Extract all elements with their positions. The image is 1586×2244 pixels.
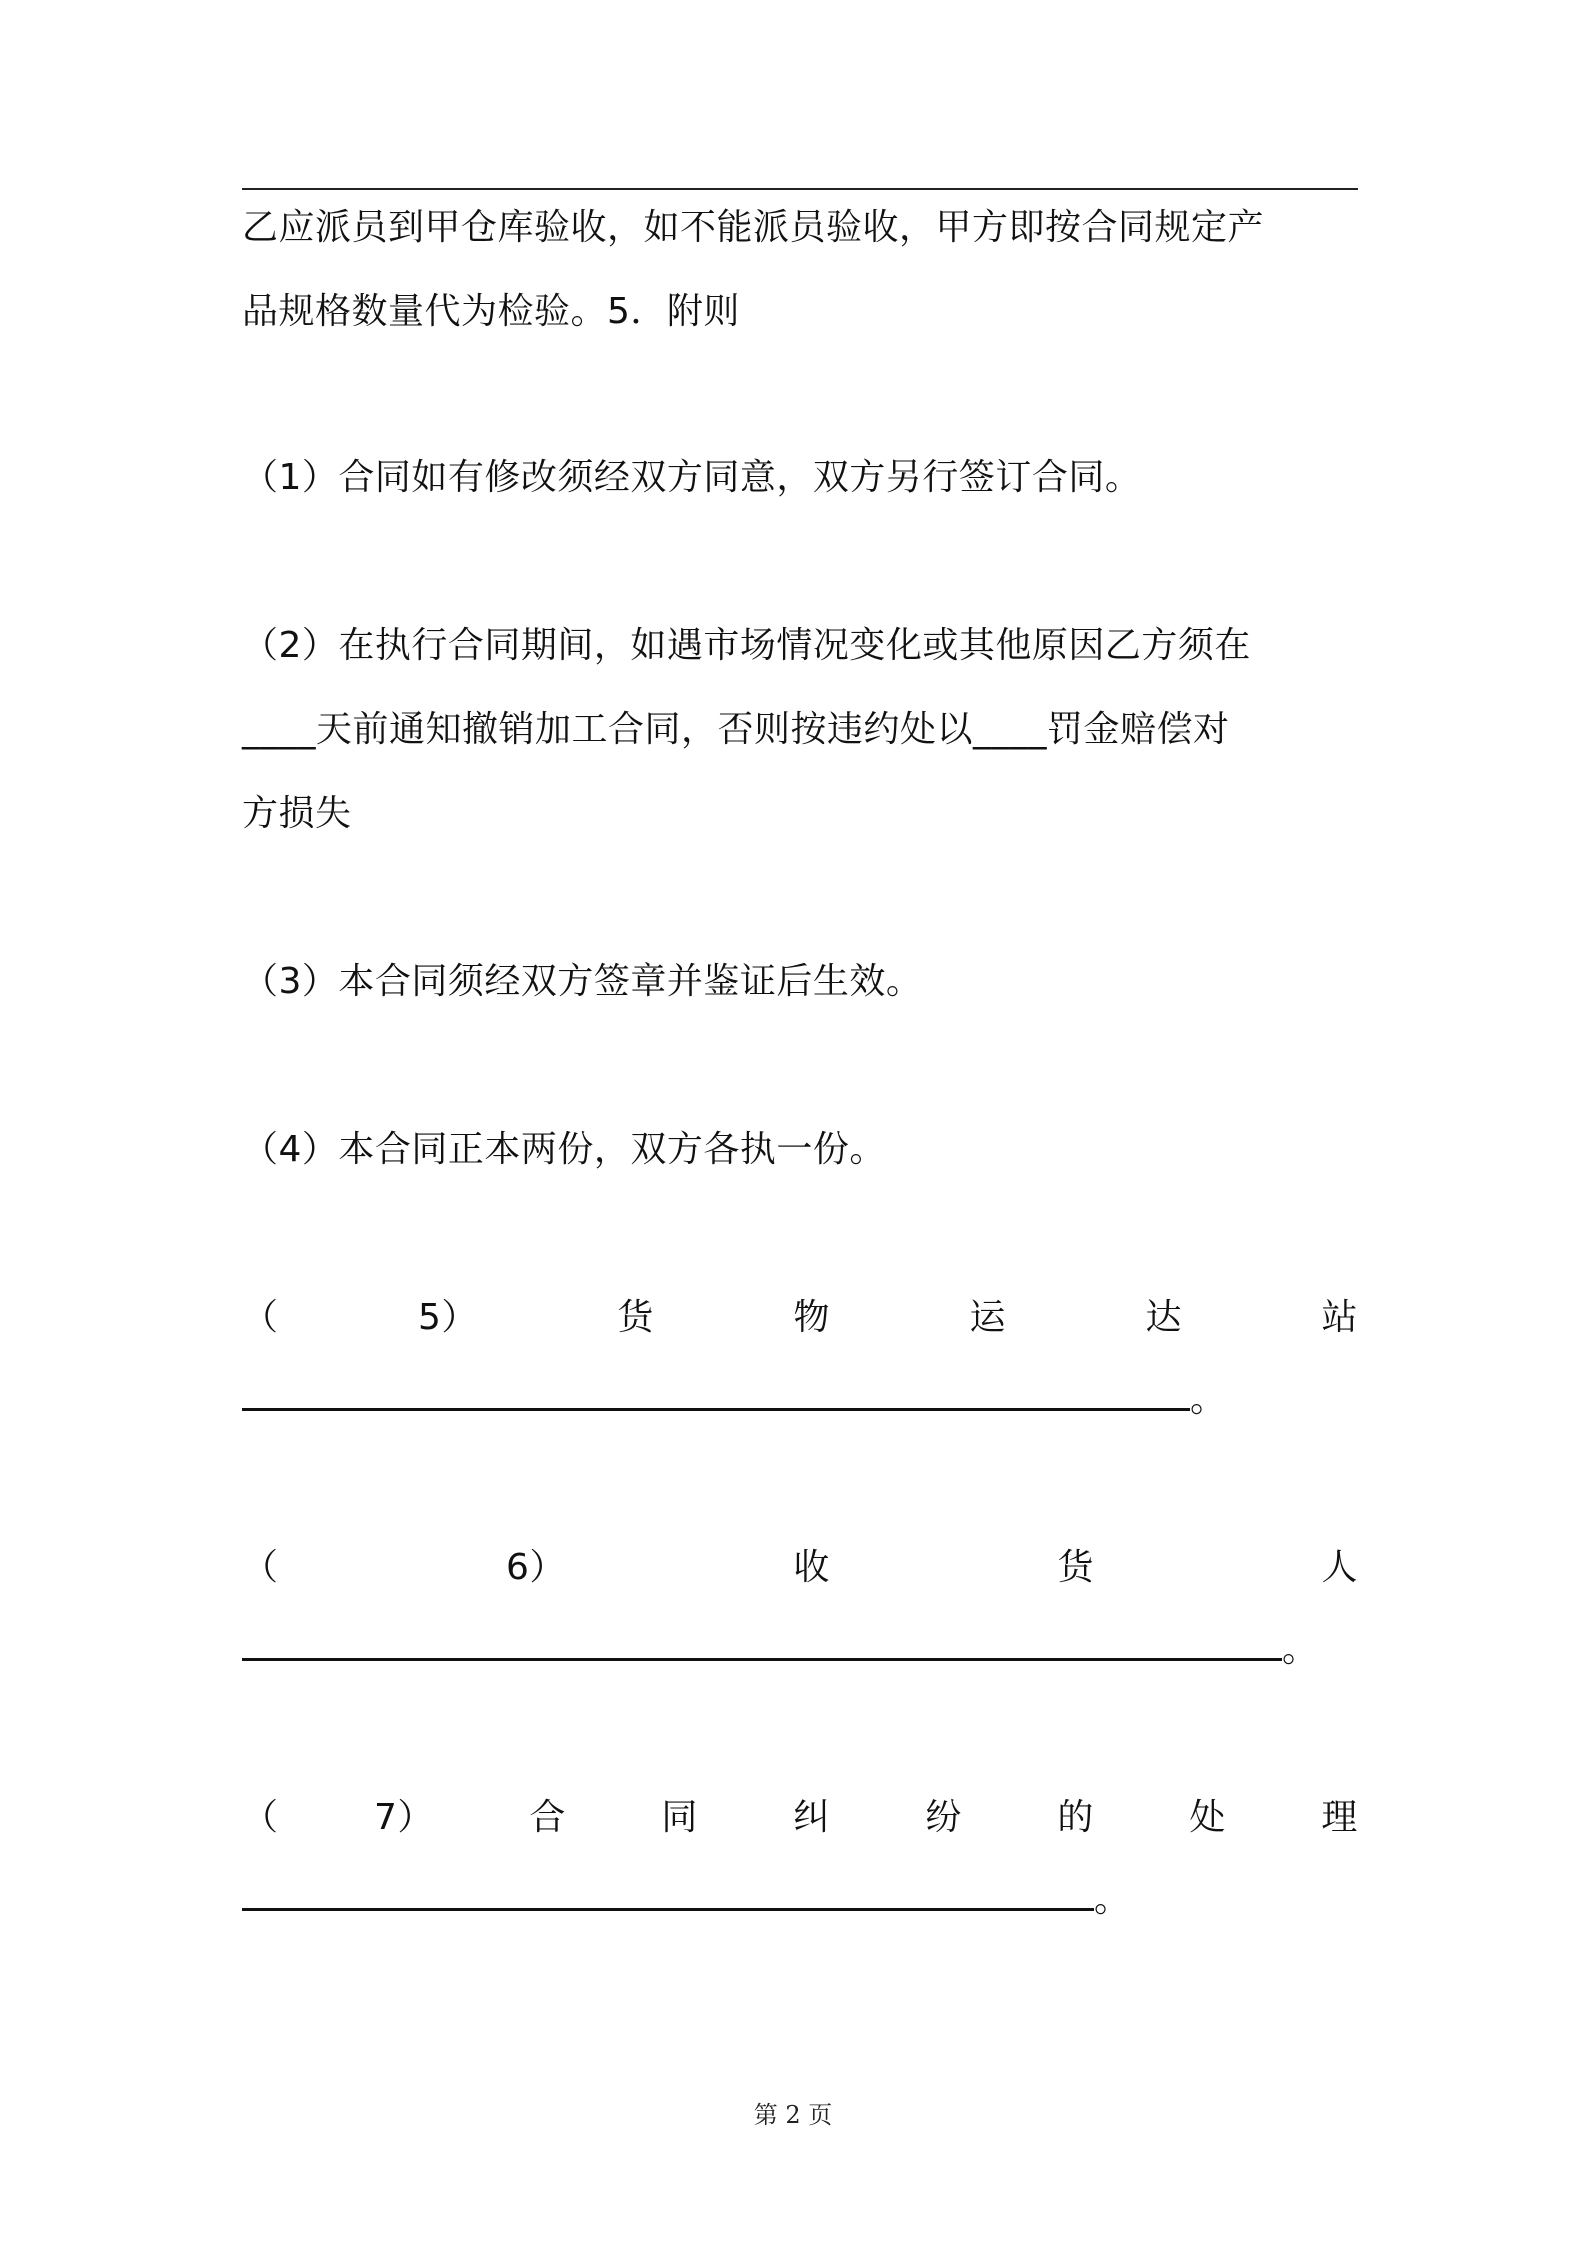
line-end-period: 。: [1190, 1379, 1227, 1420]
clause-1: （1）合同如有修改须经双方同意，双方另行签订合同。: [242, 457, 1142, 498]
clause-7-part: 同: [661, 1797, 698, 1838]
clause-7-part: 合: [529, 1797, 566, 1838]
clause-5-part: 物: [793, 1297, 830, 1338]
clause-7-part: 纷: [925, 1797, 962, 1838]
clause-5-part: 5）: [418, 1297, 478, 1338]
clause-6-part: （: [242, 1547, 279, 1588]
paragraph-line: 品规格数量代为检验。5．附则: [242, 291, 740, 332]
clause-2-text: 天前通知撤销加工合同，否则按违约处以: [316, 709, 974, 750]
clause-7-part: 理: [1321, 1797, 1358, 1838]
fill-in-blank: [242, 1878, 1094, 1911]
clause-2-line: [242, 708, 1358, 752]
clause-6-blank-line: [242, 1628, 1358, 1672]
clause-5-part: 货: [617, 1297, 654, 1338]
clause-7-part: 的: [1057, 1797, 1094, 1838]
blank-days: ____: [242, 709, 316, 750]
clause-7-part: 纠: [793, 1797, 830, 1838]
header-rule: [242, 188, 1358, 190]
paragraph-line: 乙应派员到甲仓库验收，如不能派员验收，甲方即按合同规定产: [242, 207, 1265, 248]
clause-4: （4）本合同正本两份，双方各执一份。: [242, 1129, 886, 1170]
line-end-period: 。: [1094, 1879, 1131, 1920]
blank-penalty: ____: [973, 709, 1048, 750]
clause-6-part: 收: [793, 1547, 830, 1588]
clause-6-part: 货: [1057, 1547, 1094, 1588]
line-end-period: 。: [1282, 1629, 1319, 1670]
clause-5-part: 运: [969, 1297, 1006, 1338]
clause-7-part: （: [242, 1797, 279, 1838]
clause-5-part: 达: [1145, 1297, 1182, 1338]
clause-5-heading: [242, 1296, 1358, 1340]
clause-3: （3）本合同须经双方签章并鉴证后生效。: [242, 961, 923, 1002]
clause-6-part: 人: [1321, 1547, 1358, 1588]
clause-2-text: 罚金赔偿对: [1047, 709, 1230, 750]
clause-7-heading: [242, 1796, 1358, 1840]
clause-7-part: 7）: [374, 1797, 434, 1838]
clause-6-part: 6）: [506, 1547, 566, 1588]
clause-7-part: 处: [1189, 1797, 1226, 1838]
clause-2-line: （2）在执行合同期间，如遇市场情况变化或其他原因乙方须在: [242, 625, 1251, 666]
fill-in-blank: [242, 1628, 1282, 1661]
clause-7-blank-line: [242, 1878, 1358, 1922]
clause-5-part: （: [242, 1297, 279, 1338]
clause-2-line: 方损失: [242, 793, 352, 834]
clause-6-heading: [242, 1546, 1358, 1590]
clause-5-part: 站: [1321, 1297, 1358, 1338]
fill-in-blank: [242, 1378, 1190, 1411]
clause-5-blank-line: [242, 1378, 1358, 1422]
page-number: 第 2 页: [753, 2101, 833, 2129]
